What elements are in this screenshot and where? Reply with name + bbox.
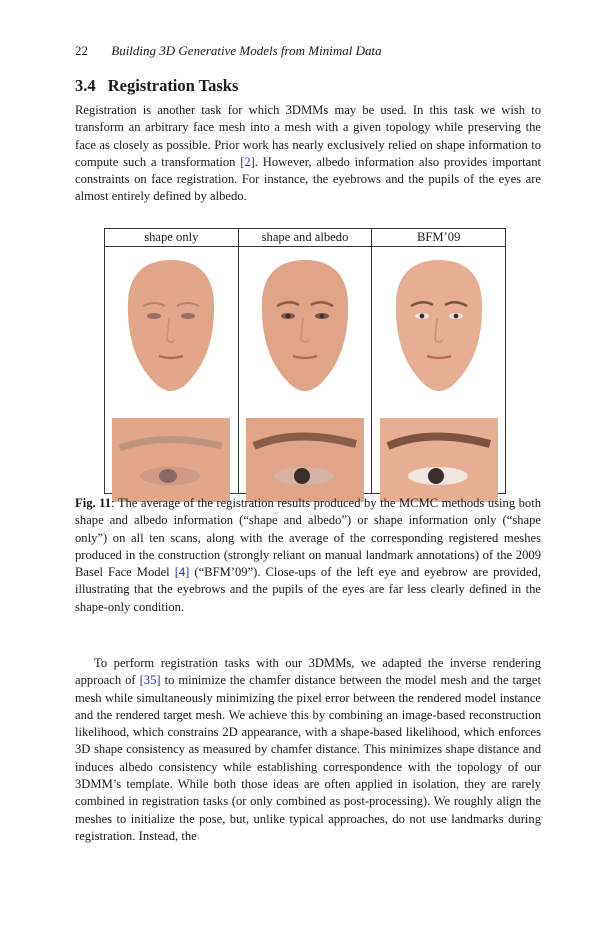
- face-render-icon: [255, 256, 355, 394]
- paragraph-method: [75, 655, 541, 845]
- paragraph-intro: [75, 102, 541, 206]
- eye-closeup-icon: [380, 418, 498, 502]
- figure-column-bfm09: [371, 229, 505, 493]
- citation-link[interactable]: [4]: [174, 565, 190, 580]
- paragraph-text: Registration is another task for which 3DMMs may be used. In this task we wish to transform an arbitrary face mesh into a mesh with a given topology while preserving the face as closely as possible. Prior work has nearly exclusively relied on shape information to compute such a transformation: [75, 103, 541, 169]
- figure-column-shape-and-albedo: [238, 229, 372, 493]
- face-render-icon: [121, 256, 221, 394]
- running-title: Building 3D Generative Models from Minimal Data: [111, 43, 382, 58]
- paragraph-text: . However, albedo information also provides important constraints on face registration. For instance, the eyebrows and the pupils of the eyes are almost entirely defined by albedo.: [75, 154, 541, 204]
- column-header: shape and albedo: [239, 229, 372, 247]
- paragraph-text: to minimize the chamfer distance between the model mesh and the target mesh while simultaneously minimizing the pixel error between the rendered model instance and the rendered target mesh. We achieve this by combining an image-based reconstruction likelihood, which constrains 2D appearance, with a shape-based likelihood, which enforces 3D shape consistency as measured by chamfer distance. This minimizes shape distance and induces albedo consistency while establishing correspondence with the topology of our 3DMM’s template. While both those ideas are often applied in isolation, they are rarely combined in registration tasks (or only combined as post-processing). We roughly align the meshes to initialize the pose, but, unlike typical approaches, do not use landmarks during registration. Instead, the: [75, 673, 541, 843]
- eye-closeup-icon: [112, 418, 230, 502]
- paragraph-text: To perform registration tasks with our 3DMMs, we adapted the inverse rendering approach of: [75, 656, 541, 688]
- figure-caption: [75, 495, 541, 616]
- face-render-icon: [389, 256, 489, 394]
- column-header: BFM’09: [372, 229, 505, 247]
- section-title: Registration Tasks: [107, 76, 239, 95]
- caption-text: : The average of the registration results produced by the MCMC methods using both shape and albedo information (“shape and albedo”) or shape information only (“shape only”) on all ten scans, along with the average of the corresponding registered meshes produced in the construction (strongly reliant on manual landmark annotations) of the 2009 Basel Face Model: [75, 496, 542, 580]
- eye-closeup-icon: [246, 418, 364, 502]
- figure-label: Fig. 11: [75, 496, 112, 510]
- figure-column-shape-only: [105, 229, 238, 493]
- figure-11: [104, 228, 506, 494]
- caption-text: (“BFM’09”). Close-ups of the left eye and eyebrow are provided, illustrating that the eyebrows and the pupils of the eyes are far less clearly defined in the shape-only condition.: [75, 565, 541, 614]
- section-heading: [75, 76, 238, 96]
- citation-link[interactable]: [35]: [139, 673, 161, 688]
- page-number: 22: [75, 43, 88, 58]
- citation-link[interactable]: [2]: [240, 154, 255, 169]
- column-header: shape only: [105, 229, 238, 247]
- running-head: [75, 43, 382, 59]
- section-number: 3.4: [75, 76, 96, 95]
